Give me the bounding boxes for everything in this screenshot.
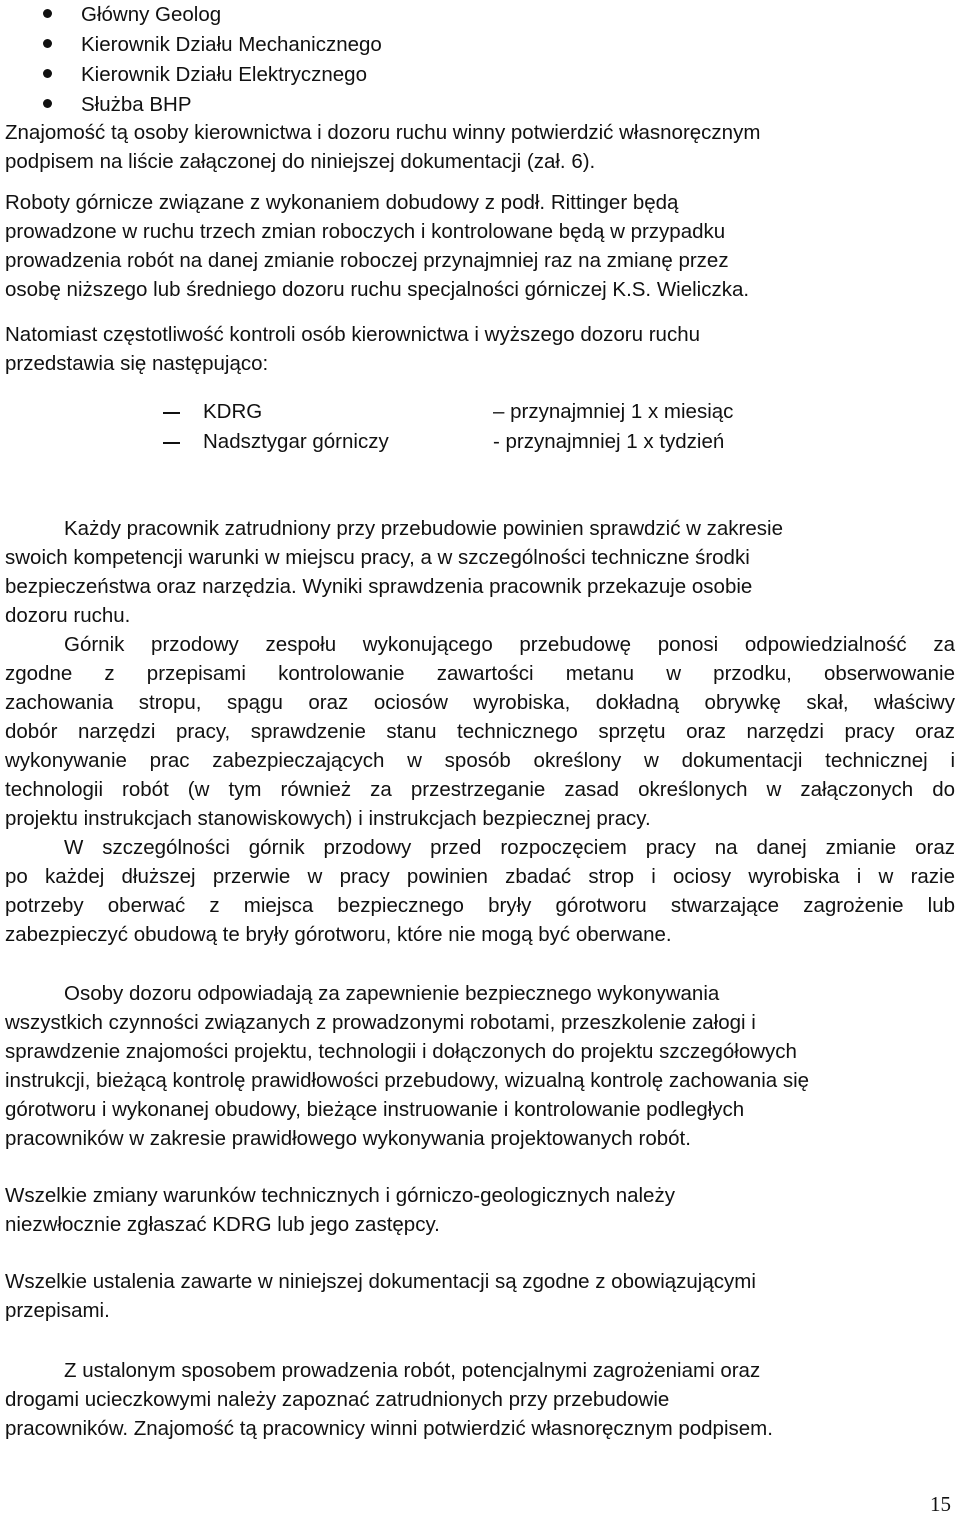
text-line: niezwłocznie zgłaszać KDRG lub jego zastępcy. bbox=[5, 1213, 440, 1236]
text-line: przepisami. bbox=[5, 1299, 110, 1322]
text-line: wykonywanie prac zabezpieczających w sposób określony w dokumentacji technicznej i bbox=[5, 749, 955, 772]
page-number: 15 bbox=[930, 1492, 951, 1516]
bullet-item: Kierownik Działu Mechanicznego bbox=[81, 33, 382, 56]
text-line: dobór narzędzi pracy, sprawdzenie stanu technicznego sprzętu oraz narzędzi pracy oraz bbox=[5, 720, 955, 743]
bullet-icon bbox=[43, 69, 52, 78]
text-line: sprawdzenie znajomości projektu, technologii i dołączonych do projektu szczegółowych bbox=[5, 1040, 797, 1063]
dash-icon bbox=[163, 442, 180, 444]
text-line: zabezpieczyć obudową te bryły górotworu, które nie mogą być oberwane. bbox=[5, 923, 672, 946]
text-line: pracowników. Znajomość tą pracownicy winni potwierdzić własnoręcznym podpisem. bbox=[5, 1417, 773, 1440]
text-line: wszystkich czynności związanych z prowadzonymi robotami, przeszkolenie załogi i bbox=[5, 1011, 756, 1034]
frequency-role: Nadsztygar górniczy bbox=[203, 430, 389, 453]
text-line: W szczególności górnik przodowy przed rozpoczęciem pracy na danej zmianie oraz bbox=[64, 836, 955, 859]
text-line: Każdy pracownik zatrudniony przy przebudowie powinien sprawdzić w zakresie bbox=[64, 517, 783, 540]
text-line: podpisem na liście załączonej do niniejszej dokumentacji (zał. 6). bbox=[5, 150, 596, 173]
text-line: potrzeby oberwać z miejsca bezpiecznego bryły górotworu stwarzające zagrożenie lub bbox=[5, 894, 955, 917]
bullet-item: Kierownik Działu Elektrycznego bbox=[81, 63, 367, 86]
dash-icon bbox=[163, 412, 180, 414]
bullet-icon bbox=[43, 99, 52, 108]
text-line: po każdej dłuższej przerwie w pracy powinien zbadać strop i ociosy wyrobiska i w razie bbox=[5, 865, 955, 888]
text-line: dozoru ruchu. bbox=[5, 604, 131, 627]
text-line: przedstawia się następująco: bbox=[5, 352, 269, 375]
text-line: zgodne z przepisami kontrolowanie zawartości metanu w przodku, obserwowanie bbox=[5, 662, 955, 685]
text-line: projektu instrukcjach stanowiskowych) i instrukcjach bezpiecznej pracy. bbox=[5, 807, 651, 830]
text-line: technologii robót (w tym również za przestrzeganie zasad określonych w załączonych do bbox=[5, 778, 955, 801]
bullet-icon bbox=[43, 9, 52, 18]
text-line: Z ustalonym sposobem prowadzenia robót, potencjalnymi zagrożeniami oraz bbox=[64, 1359, 761, 1382]
text-line: zachowania stropu, spągu oraz ociosów wyrobiska, dokładną obrywkę skał, właściwy bbox=[5, 691, 955, 714]
text-line: Wszelkie ustalenia zawarte w niniejszej dokumentacji są zgodne z obowiązującymi bbox=[5, 1270, 756, 1293]
frequency-role: KDRG bbox=[203, 400, 263, 423]
text-line: prowadzone w ruchu trzech zmian roboczych i kontrolowane będą w przypadku bbox=[5, 220, 726, 243]
text-line: instrukcji, bieżącą kontrolę prawidłowości przebudowy, wizualną kontrolę zachowania się bbox=[5, 1069, 810, 1092]
text-line: Roboty górnicze związane z wykonaniem dobudowy z podł. Rittinger będą bbox=[5, 191, 679, 214]
text-line: Wszelkie zmiany warunków technicznych i górniczo-geologicznych należy bbox=[5, 1184, 675, 1207]
frequency-value: – przynajmniej 1 x miesiąc bbox=[493, 400, 734, 423]
frequency-value: - przynajmniej 1 x tydzień bbox=[493, 430, 725, 453]
text-line: bezpieczeństwa oraz narzędzia. Wyniki sprawdzenia pracownik przekazuje osobie bbox=[5, 575, 753, 598]
bullet-item: Służba BHP bbox=[81, 93, 192, 116]
text-line: prowadzenia robót na danej zmianie roboczej przynajmniej raz na zmianę przez bbox=[5, 249, 729, 272]
text-line: osobę niższego lub średniego dozoru ruchu specjalności górniczej K.S. Wieliczka. bbox=[5, 278, 750, 301]
text-line: Górnik przodowy zespołu wykonującego przebudowę ponosi odpowiedzialność za bbox=[64, 633, 955, 656]
text-line: swoich kompetencji warunki w miejscu pracy, a w szczególności techniczne środki bbox=[5, 546, 750, 569]
text-line: Osoby dozoru odpowiadają za zapewnienie bezpiecznego wykonywania bbox=[64, 982, 720, 1005]
bullet-item: Główny Geolog bbox=[81, 3, 222, 26]
text-line: górotworu i wykonanej obudowy, bieżące instruowanie i kontrolowanie podległych bbox=[5, 1098, 745, 1121]
text-line: drogami ucieczkowymi należy zapoznać zatrudnionych przy przebudowie bbox=[5, 1388, 670, 1411]
bullet-icon bbox=[43, 39, 52, 48]
text-line: pracowników w zakresie prawidłowego wykonywania projektowanych robót. bbox=[5, 1127, 691, 1150]
text-line: Znajomość tą osoby kierownictwa i dozoru ruchu winny potwierdzić własnoręcznym bbox=[5, 121, 761, 144]
text-line: Natomiast częstotliwość kontroli osób kierownictwa i wyższego dozoru ruchu bbox=[5, 323, 701, 346]
